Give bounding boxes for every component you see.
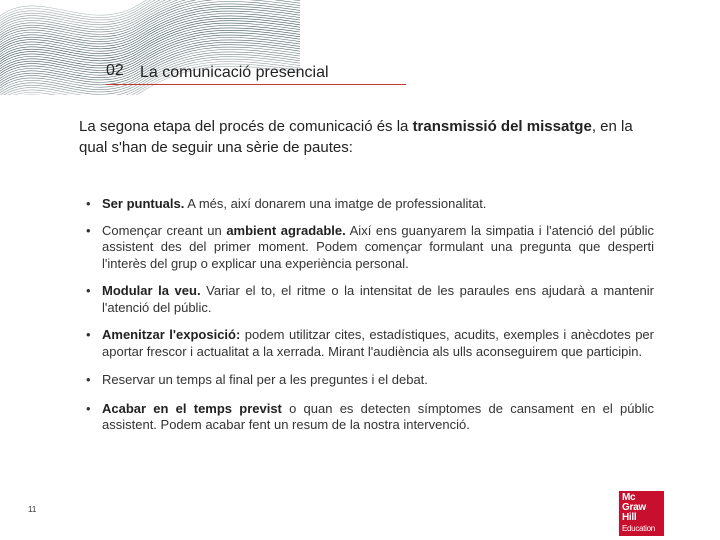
wave-line	[0, 0, 300, 30]
list-item-bold: Amenitzar l'exposició:	[102, 327, 241, 342]
wave-line	[0, 0, 300, 21]
guideline-list	[86, 196, 654, 434]
intro-text-before: La segona etapa del procés de comunicació és la	[79, 118, 413, 135]
list-item-bold: Ser puntuals.	[102, 196, 185, 211]
list-item-text: Variar el to, el ritme o la intensitat de les paraules ens ajudarà a mantenir l'atenció del públic.	[102, 283, 654, 315]
intro-paragraph	[79, 116, 659, 158]
page-number: 11	[28, 505, 37, 514]
list-item-text: podem utilitzar cites, estadístiques, acudits, exemples i anècdotes per aportar frescor i actualitat a la xerrada. Mirant l'audiència als ulls aconseguirem que participin.	[102, 327, 654, 359]
section-header	[106, 60, 406, 85]
list-item	[86, 283, 654, 316]
list-item-text: Començar creant un	[102, 222, 227, 238]
bullet-icon: •	[86, 372, 91, 387]
list-item	[86, 372, 654, 389]
section-title: La comunicació presencial	[140, 64, 329, 81]
list-item	[86, 223, 654, 273]
section-number: 02	[106, 62, 124, 79]
list-item	[86, 327, 654, 360]
list-item-bold: ambient agradable.	[226, 222, 346, 238]
list-item	[86, 196, 654, 213]
intro-text-after: , en la qual s'han de seguir una sèrie de pautes:	[79, 118, 633, 156]
list-item	[86, 401, 654, 434]
list-item-text: A més, així donarem una imatge de professionalitat.	[184, 196, 487, 211]
bullet-icon: •	[86, 400, 91, 416]
logo-text-line: Hill	[622, 512, 637, 523]
logo-text-line: Mc	[622, 492, 636, 503]
intro-text-bold: transmissió del missatge	[412, 118, 592, 135]
list-item-text: Així ens guanyarem la simpatia i l'atenció del públic assistent des del primer moment. Podem començar formulant una pregunta que desperti l'interès del grup o explicar una experiència personal.	[102, 222, 654, 271]
bullet-icon: •	[86, 283, 91, 298]
list-item-bold: Acabar en el temps previst	[102, 400, 282, 416]
mcgraw-hill-logo	[619, 491, 664, 536]
list-item-text: o quan es detecten símptomes de cansament en el públic assistent. Podem acabar fent un resum de la nostra intervenció.	[102, 400, 654, 432]
logo-text-line: Education	[622, 524, 655, 533]
logo-text-line: Graw	[622, 502, 646, 513]
bullet-icon: •	[86, 327, 91, 342]
list-item-text: Reservar un temps al final per a les preguntes i el debat.	[102, 372, 428, 387]
list-item-bold: Modular la veu.	[102, 283, 201, 298]
bullet-icon: •	[86, 196, 91, 211]
bullet-icon: •	[86, 222, 91, 238]
